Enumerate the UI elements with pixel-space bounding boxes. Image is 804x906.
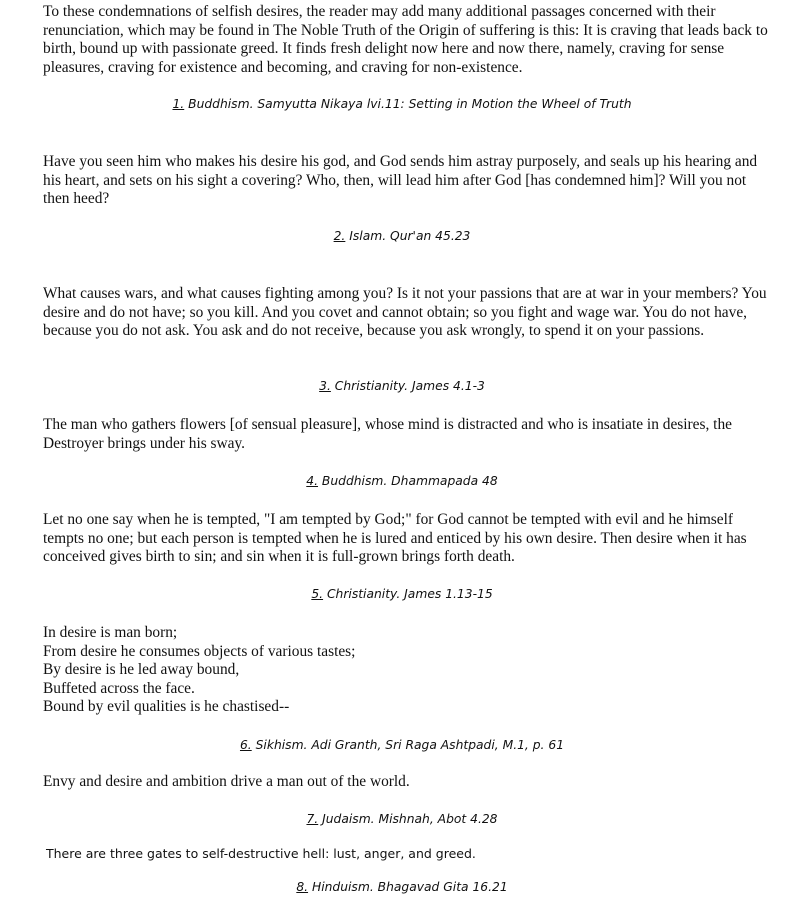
citation-source: Christianity. James 4.1-3	[330, 379, 485, 393]
citation	[0, 473, 804, 489]
verse-line: By desire is he led away bound,	[43, 661, 240, 679]
citation-source: Sikhism. Adi Granth, Sri Raga Ashtpadi, M.1, p. 61	[251, 738, 565, 752]
citation-number: 6.	[239, 738, 252, 752]
citation-number: 2.	[333, 229, 346, 243]
verse-line: From desire he consumes objects of various tastes;	[43, 642, 356, 660]
passage-text: Let no one say when he is tempted, "I am tempted by God;" for God cannot be tempted with evil and he himself tempts no one; but each person is tempted when he is lured and enticed by his own desire. Then desire when it has conceived gives birth to sin; and sin when it is full-grown brings forth death.	[43, 511, 747, 566]
citation-source: Buddhism. Dhammapada 48	[318, 474, 498, 488]
citation	[0, 96, 804, 112]
passage-text: Have you seen him who makes his desire his god, and God sends him astray purposely, and seals up his hearing and his heart, and sets on his sight a covering? Who, then, will lead him after God [has condemned him]? Will you not then heed?	[43, 153, 758, 208]
passage-text: Envy and desire and ambition drive a man out of the world.	[43, 773, 410, 790]
citation-number: 7.	[306, 812, 319, 826]
citation-number: 4.	[306, 474, 319, 488]
citation	[0, 586, 804, 602]
citation	[0, 378, 804, 394]
citation-source: Christianity. James 1.13-15	[323, 587, 493, 601]
citation-number: 3.	[319, 379, 331, 393]
citation-number: 1.	[172, 97, 185, 111]
citation-number: 5.	[311, 587, 324, 601]
citation-number: 8.	[296, 880, 309, 894]
citation	[0, 737, 804, 753]
verse-line: Bound by evil qualities is he chastised--	[43, 698, 290, 716]
citation	[0, 228, 804, 244]
citation-source: Islam. Qur'an 45.23	[345, 229, 471, 243]
verse-line: Buffeted across the face.	[43, 679, 195, 697]
citation	[0, 879, 804, 895]
passage-text: The man who gathers flowers [of sensual pleasure], whose mind is distracted and who is insatiate in desires, the Destroyer brings under his sway.	[43, 416, 732, 452]
passage-text: What causes wars, and what causes fighting among you? Is it not your passions that are at war in your members? You desire and do not have; so you kill. And you covet and cannot obtain; so you fight and wage war. You do not have, because you do not ask. You ask and do not receive, because you ask wrongly, to spend it on your passions.	[43, 285, 767, 340]
verse-line: In desire is man born;	[43, 624, 178, 641]
passage-text: To these condemnations of selfish desires, the reader may add many additional passages concerned with their renunciation, which may be found in The Noble Truth of the Origin of suffering is this: It is craving that leads back to birth, bound up with passionate greed. It finds fresh delight now here and now there, namely, craving for sense pleasures, craving for existence and becoming, and craving for non-existence.	[43, 3, 768, 76]
citation-source: Judaism. Mishnah, Abot 4.28	[318, 812, 498, 826]
citation-source: Buddhism. Samyutta Nikaya lvi.11: Setting in Motion the Wheel of Truth	[184, 97, 632, 111]
citation	[0, 811, 804, 827]
passage-text: There are three gates to self-destructive hell: lust, anger, and greed.	[46, 846, 476, 861]
verse-passage	[43, 624, 355, 717]
citation-source: Hinduism. Bhagavad Gita 16.21	[308, 880, 508, 894]
